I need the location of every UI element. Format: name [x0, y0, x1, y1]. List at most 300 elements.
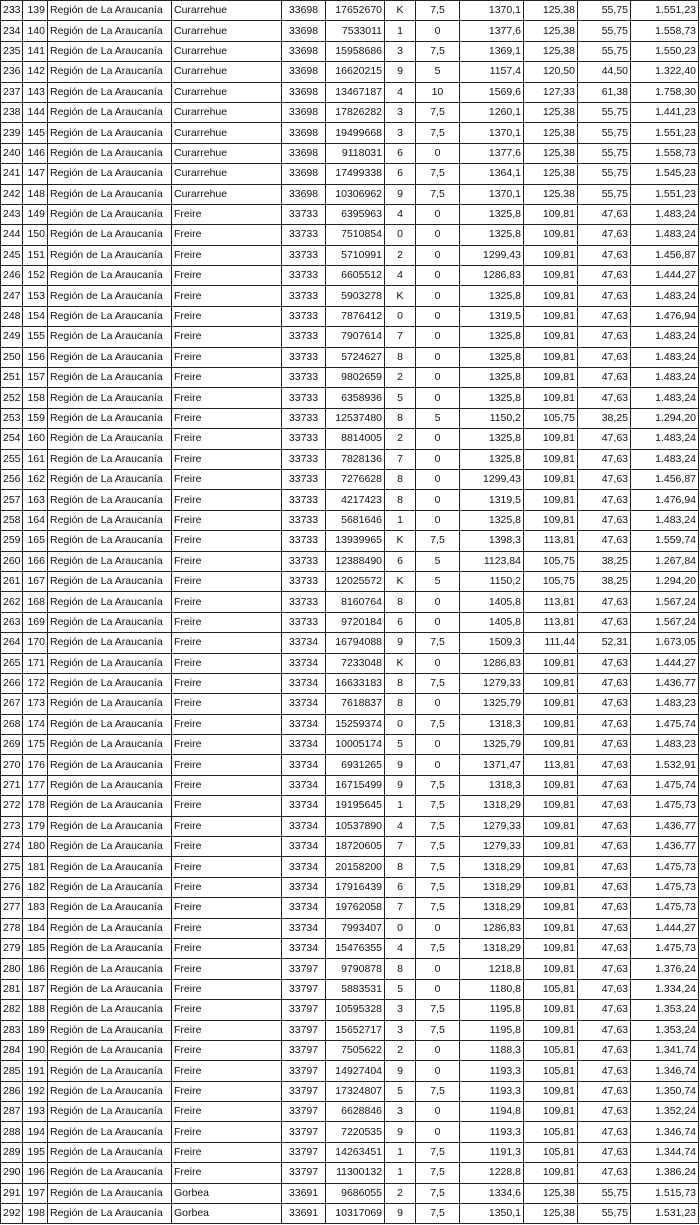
- rut-cell: 13467187: [326, 82, 385, 102]
- table-row: [1, 938, 699, 958]
- value-b-cell: 1318,29: [460, 898, 524, 918]
- total-cell: 1.483,24: [631, 347, 699, 367]
- item-number: 141: [23, 41, 48, 61]
- item-number: 156: [23, 347, 48, 367]
- value-d-cell: 47,63: [578, 755, 631, 775]
- code-cell: 33734: [282, 633, 326, 653]
- item-number: 142: [23, 62, 48, 82]
- region-cell: Región de La Araucanía: [48, 531, 172, 551]
- code-cell: 33734: [282, 857, 326, 877]
- commune-cell: Freire: [172, 592, 282, 612]
- item-number: 157: [23, 368, 48, 388]
- value-d-cell: 47,63: [578, 959, 631, 979]
- row-number: 250: [1, 347, 23, 367]
- commune-cell: Freire: [172, 857, 282, 877]
- value-d-cell: 38,25: [578, 551, 631, 571]
- item-number: 150: [23, 225, 48, 245]
- value-d-cell: 55,75: [578, 102, 631, 122]
- check-digit-cell: 9: [385, 184, 416, 204]
- total-cell: 1.550,23: [631, 41, 699, 61]
- row-number: 245: [1, 245, 23, 265]
- value-a-cell: 7,5: [416, 1020, 460, 1040]
- rut-cell: 6931265: [326, 755, 385, 775]
- value-a-cell: 7,5: [416, 1000, 460, 1020]
- value-a-cell: 7,5: [416, 837, 460, 857]
- total-cell: 1.483,24: [631, 388, 699, 408]
- row-number: 268: [1, 714, 23, 734]
- region-cell: Región de La Araucanía: [48, 592, 172, 612]
- item-number: 148: [23, 184, 48, 204]
- value-b-cell: 1279,33: [460, 673, 524, 693]
- value-c-cell: 105,75: [524, 408, 578, 428]
- value-d-cell: 55,75: [578, 1183, 631, 1203]
- table-row: [1, 143, 699, 163]
- value-c-cell: 109,81: [524, 225, 578, 245]
- value-d-cell: 47,63: [578, 1081, 631, 1101]
- item-number: 149: [23, 204, 48, 224]
- row-number: 240: [1, 143, 23, 163]
- code-cell: 33733: [282, 490, 326, 510]
- value-d-cell: 47,63: [578, 1102, 631, 1122]
- total-cell: 1.551,23: [631, 1, 699, 21]
- value-c-cell: 105,75: [524, 571, 578, 591]
- commune-cell: Curarrehue: [172, 62, 282, 82]
- value-d-cell: 47,63: [578, 714, 631, 734]
- table-row: [1, 1000, 699, 1020]
- total-cell: 1.341,74: [631, 1040, 699, 1060]
- row-number: 252: [1, 388, 23, 408]
- check-digit-cell: 2: [385, 368, 416, 388]
- rut-cell: 14263451: [326, 1142, 385, 1162]
- value-b-cell: 1318,3: [460, 714, 524, 734]
- value-a-cell: 0: [416, 347, 460, 367]
- region-cell: Región de La Araucanía: [48, 1204, 172, 1224]
- total-cell: 1.475,73: [631, 938, 699, 958]
- code-cell: 33797: [282, 959, 326, 979]
- value-c-cell: 125,38: [524, 143, 578, 163]
- check-digit-cell: K: [385, 571, 416, 591]
- code-cell: 33733: [282, 225, 326, 245]
- region-cell: Región de La Araucanía: [48, 877, 172, 897]
- value-a-cell: 7,5: [416, 938, 460, 958]
- value-b-cell: 1325,8: [460, 388, 524, 408]
- value-b-cell: 1325,8: [460, 225, 524, 245]
- value-b-cell: 1260,1: [460, 102, 524, 122]
- item-number: 183: [23, 898, 48, 918]
- value-a-cell: 5: [416, 62, 460, 82]
- check-digit-cell: 3: [385, 102, 416, 122]
- row-number: 286: [1, 1081, 23, 1101]
- value-d-cell: 47,63: [578, 388, 631, 408]
- check-digit-cell: 5: [385, 388, 416, 408]
- item-number: 179: [23, 816, 48, 836]
- region-cell: Región de La Araucanía: [48, 1061, 172, 1081]
- value-b-cell: 1377,6: [460, 143, 524, 163]
- value-d-cell: 47,63: [578, 245, 631, 265]
- value-c-cell: 109,81: [524, 204, 578, 224]
- rut-cell: 19195645: [326, 796, 385, 816]
- rut-cell: 14927404: [326, 1061, 385, 1081]
- rut-cell: 7907614: [326, 327, 385, 347]
- table-row: [1, 775, 699, 795]
- value-b-cell: 1334,6: [460, 1183, 524, 1203]
- rut-cell: 6628846: [326, 1102, 385, 1122]
- commune-cell: Freire: [172, 694, 282, 714]
- value-d-cell: 55,75: [578, 21, 631, 41]
- row-number: 258: [1, 510, 23, 530]
- value-d-cell: 44,50: [578, 62, 631, 82]
- value-a-cell: 7,5: [416, 1204, 460, 1224]
- item-number: 169: [23, 612, 48, 632]
- value-a-cell: 0: [416, 592, 460, 612]
- value-c-cell: 120,50: [524, 62, 578, 82]
- value-d-cell: 47,63: [578, 979, 631, 999]
- value-a-cell: 7,5: [416, 816, 460, 836]
- table-row: [1, 164, 699, 184]
- row-number: 241: [1, 164, 23, 184]
- check-digit-cell: 1: [385, 1142, 416, 1162]
- row-number: 284: [1, 1040, 23, 1060]
- code-cell: 33733: [282, 286, 326, 306]
- table-row: [1, 82, 699, 102]
- value-b-cell: 1123,84: [460, 551, 524, 571]
- table-row: [1, 592, 699, 612]
- commune-cell: Freire: [172, 347, 282, 367]
- value-b-cell: 1325,8: [460, 368, 524, 388]
- table-row: [1, 673, 699, 693]
- value-d-cell: 55,75: [578, 123, 631, 143]
- code-cell: 33698: [282, 143, 326, 163]
- check-digit-cell: K: [385, 286, 416, 306]
- item-number: 160: [23, 429, 48, 449]
- check-digit-cell: 8: [385, 673, 416, 693]
- code-cell: 33734: [282, 755, 326, 775]
- code-cell: 33733: [282, 469, 326, 489]
- total-cell: 1.673,05: [631, 633, 699, 653]
- check-digit-cell: 3: [385, 1102, 416, 1122]
- region-cell: Región de La Araucanía: [48, 184, 172, 204]
- value-b-cell: 1350,1: [460, 1204, 524, 1224]
- value-a-cell: 0: [416, 1061, 460, 1081]
- value-a-cell: 7,5: [416, 184, 460, 204]
- region-cell: Región de La Araucanía: [48, 123, 172, 143]
- table-row: [1, 123, 699, 143]
- value-c-cell: 109,81: [524, 1163, 578, 1183]
- rut-cell: 7233048: [326, 653, 385, 673]
- value-a-cell: 7,5: [416, 898, 460, 918]
- table-row: [1, 368, 699, 388]
- value-a-cell: 7,5: [416, 123, 460, 143]
- rut-cell: 17826282: [326, 102, 385, 122]
- value-b-cell: 1319,5: [460, 490, 524, 510]
- table-row: [1, 571, 699, 591]
- table-row: [1, 816, 699, 836]
- value-c-cell: 105,81: [524, 1061, 578, 1081]
- table-row: [1, 898, 699, 918]
- table-row: [1, 245, 699, 265]
- table-row: [1, 469, 699, 489]
- region-cell: Región de La Araucanía: [48, 979, 172, 999]
- check-digit-cell: 1: [385, 1163, 416, 1183]
- total-cell: 1.436,77: [631, 816, 699, 836]
- total-cell: 1.444,27: [631, 266, 699, 286]
- value-b-cell: 1325,8: [460, 204, 524, 224]
- table-row: [1, 429, 699, 449]
- rut-cell: 10005174: [326, 735, 385, 755]
- total-cell: 1.346,74: [631, 1061, 699, 1081]
- row-number: 273: [1, 816, 23, 836]
- total-cell: 1.559,74: [631, 531, 699, 551]
- region-cell: Región de La Araucanía: [48, 1081, 172, 1101]
- rut-cell: 9686055: [326, 1183, 385, 1203]
- region-cell: Región de La Araucanía: [48, 633, 172, 653]
- commune-cell: Curarrehue: [172, 102, 282, 122]
- item-number: 154: [23, 306, 48, 326]
- value-d-cell: 47,63: [578, 1061, 631, 1081]
- rut-cell: 9118031: [326, 143, 385, 163]
- check-digit-cell: 2: [385, 245, 416, 265]
- rut-cell: 8160764: [326, 592, 385, 612]
- region-cell: Región de La Araucanía: [48, 1122, 172, 1142]
- rut-cell: 9790878: [326, 959, 385, 979]
- value-b-cell: 1299,43: [460, 469, 524, 489]
- item-number: 175: [23, 735, 48, 755]
- value-a-cell: 0: [416, 959, 460, 979]
- value-d-cell: 47,63: [578, 857, 631, 877]
- table-row: [1, 694, 699, 714]
- code-cell: 33734: [282, 714, 326, 734]
- value-c-cell: 109,81: [524, 918, 578, 938]
- total-cell: 1.267,84: [631, 551, 699, 571]
- region-cell: Región de La Araucanía: [48, 102, 172, 122]
- table-row: [1, 1122, 699, 1142]
- check-digit-cell: 9: [385, 1061, 416, 1081]
- value-c-cell: 111,44: [524, 633, 578, 653]
- value-b-cell: 1286,83: [460, 918, 524, 938]
- value-a-cell: 0: [416, 21, 460, 41]
- region-cell: Región de La Araucanía: [48, 918, 172, 938]
- value-a-cell: 0: [416, 1040, 460, 1060]
- commune-cell: Freire: [172, 429, 282, 449]
- rut-cell: 12388490: [326, 551, 385, 571]
- value-a-cell: 7,5: [416, 1, 460, 21]
- value-c-cell: 113,81: [524, 612, 578, 632]
- total-cell: 1.551,23: [631, 123, 699, 143]
- item-number: 195: [23, 1142, 48, 1162]
- value-d-cell: 47,63: [578, 266, 631, 286]
- code-cell: 33733: [282, 510, 326, 530]
- code-cell: 33733: [282, 449, 326, 469]
- commune-cell: Gorbea: [172, 1183, 282, 1203]
- value-c-cell: 109,81: [524, 1102, 578, 1122]
- commune-cell: Curarrehue: [172, 41, 282, 61]
- value-b-cell: 1286,83: [460, 653, 524, 673]
- value-a-cell: 0: [416, 306, 460, 326]
- commune-cell: Freire: [172, 673, 282, 693]
- commune-cell: Freire: [172, 1061, 282, 1081]
- value-c-cell: 109,81: [524, 490, 578, 510]
- value-b-cell: 1195,8: [460, 1020, 524, 1040]
- value-d-cell: 47,63: [578, 735, 631, 755]
- commune-cell: Freire: [172, 204, 282, 224]
- table-row: [1, 551, 699, 571]
- commune-cell: Freire: [172, 612, 282, 632]
- table-row: [1, 1102, 699, 1122]
- value-b-cell: 1157,4: [460, 62, 524, 82]
- item-number: 194: [23, 1122, 48, 1142]
- value-b-cell: 1509,3: [460, 633, 524, 653]
- rut-cell: 6605512: [326, 266, 385, 286]
- code-cell: 33797: [282, 1163, 326, 1183]
- row-number: 266: [1, 673, 23, 693]
- total-cell: 1.344,74: [631, 1142, 699, 1162]
- commune-cell: Freire: [172, 1040, 282, 1060]
- check-digit-cell: 2: [385, 429, 416, 449]
- rut-cell: 10537890: [326, 816, 385, 836]
- value-a-cell: 0: [416, 266, 460, 286]
- value-a-cell: 0: [416, 653, 460, 673]
- row-number: 247: [1, 286, 23, 306]
- commune-cell: Freire: [172, 266, 282, 286]
- value-a-cell: 0: [416, 286, 460, 306]
- value-a-cell: 0: [416, 245, 460, 265]
- check-digit-cell: 7: [385, 327, 416, 347]
- value-b-cell: 1325,79: [460, 694, 524, 714]
- value-d-cell: 47,63: [578, 1142, 631, 1162]
- region-cell: Región de La Araucanía: [48, 1102, 172, 1122]
- value-b-cell: 1228,8: [460, 1163, 524, 1183]
- rut-cell: 19499668: [326, 123, 385, 143]
- value-c-cell: 109,81: [524, 469, 578, 489]
- commune-cell: Freire: [172, 449, 282, 469]
- commune-cell: Freire: [172, 388, 282, 408]
- value-b-cell: 1369,1: [460, 41, 524, 61]
- value-d-cell: 47,63: [578, 531, 631, 551]
- item-number: 177: [23, 775, 48, 795]
- commune-cell: Curarrehue: [172, 21, 282, 41]
- code-cell: 33797: [282, 1040, 326, 1060]
- value-b-cell: 1371,47: [460, 755, 524, 775]
- value-a-cell: 7,5: [416, 1183, 460, 1203]
- code-cell: 33733: [282, 592, 326, 612]
- table-row: [1, 266, 699, 286]
- value-d-cell: 47,63: [578, 918, 631, 938]
- commune-cell: Freire: [172, 653, 282, 673]
- check-digit-cell: 4: [385, 82, 416, 102]
- code-cell: 33797: [282, 1000, 326, 1020]
- total-cell: 1.483,24: [631, 327, 699, 347]
- value-a-cell: 7,5: [416, 633, 460, 653]
- value-a-cell: 0: [416, 694, 460, 714]
- rut-cell: 16715499: [326, 775, 385, 795]
- table-row: [1, 204, 699, 224]
- value-d-cell: 47,63: [578, 612, 631, 632]
- value-d-cell: 47,63: [578, 368, 631, 388]
- code-cell: 33733: [282, 368, 326, 388]
- row-number: 235: [1, 41, 23, 61]
- value-b-cell: 1180,8: [460, 979, 524, 999]
- row-number: 251: [1, 368, 23, 388]
- rut-cell: 12537480: [326, 408, 385, 428]
- row-number: 275: [1, 857, 23, 877]
- value-c-cell: 109,81: [524, 735, 578, 755]
- row-number: 274: [1, 837, 23, 857]
- commune-cell: Freire: [172, 1000, 282, 1020]
- rut-cell: 7510854: [326, 225, 385, 245]
- check-digit-cell: 8: [385, 592, 416, 612]
- item-number: 176: [23, 755, 48, 775]
- value-c-cell: 109,81: [524, 388, 578, 408]
- item-number: 185: [23, 938, 48, 958]
- table-row: [1, 837, 699, 857]
- value-c-cell: 109,81: [524, 714, 578, 734]
- region-cell: Región de La Araucanía: [48, 204, 172, 224]
- code-cell: 33698: [282, 184, 326, 204]
- value-b-cell: 1194,8: [460, 1102, 524, 1122]
- value-d-cell: 38,25: [578, 571, 631, 591]
- item-number: 184: [23, 918, 48, 938]
- value-d-cell: 47,63: [578, 429, 631, 449]
- rut-cell: 9720184: [326, 612, 385, 632]
- check-digit-cell: 3: [385, 41, 416, 61]
- code-cell: 33733: [282, 388, 326, 408]
- table-row: [1, 979, 699, 999]
- commune-cell: Freire: [172, 633, 282, 653]
- value-c-cell: 109,81: [524, 694, 578, 714]
- region-cell: Región de La Araucanía: [48, 266, 172, 286]
- total-cell: 1.334,24: [631, 979, 699, 999]
- commune-cell: Freire: [172, 1081, 282, 1101]
- commune-cell: Freire: [172, 286, 282, 306]
- value-d-cell: 47,63: [578, 449, 631, 469]
- item-number: 191: [23, 1061, 48, 1081]
- item-number: 163: [23, 490, 48, 510]
- commune-cell: Freire: [172, 1142, 282, 1162]
- value-c-cell: 109,81: [524, 286, 578, 306]
- value-c-cell: 125,38: [524, 1204, 578, 1224]
- region-cell: Región de La Araucanía: [48, 327, 172, 347]
- check-digit-cell: 4: [385, 816, 416, 836]
- rut-cell: 15476355: [326, 938, 385, 958]
- value-b-cell: 1569,6: [460, 82, 524, 102]
- total-cell: 1.567,24: [631, 592, 699, 612]
- code-cell: 33734: [282, 816, 326, 836]
- value-b-cell: 1286,83: [460, 266, 524, 286]
- total-cell: 1.475,74: [631, 714, 699, 734]
- value-b-cell: 1370,1: [460, 123, 524, 143]
- value-c-cell: 105,81: [524, 979, 578, 999]
- value-a-cell: 0: [416, 510, 460, 530]
- total-cell: 1.475,73: [631, 796, 699, 816]
- value-d-cell: 47,63: [578, 1000, 631, 1020]
- region-cell: Región de La Araucanía: [48, 245, 172, 265]
- total-cell: 1.483,24: [631, 368, 699, 388]
- value-d-cell: 47,63: [578, 837, 631, 857]
- row-number: 246: [1, 266, 23, 286]
- value-c-cell: 109,81: [524, 1000, 578, 1020]
- check-digit-cell: 6: [385, 612, 416, 632]
- total-cell: 1.483,24: [631, 429, 699, 449]
- check-digit-cell: 1: [385, 796, 416, 816]
- region-cell: Región de La Araucanía: [48, 1020, 172, 1040]
- region-cell: Región de La Araucanía: [48, 490, 172, 510]
- rut-cell: 12025572: [326, 571, 385, 591]
- row-number: 259: [1, 531, 23, 551]
- region-cell: Región de La Araucanía: [48, 1142, 172, 1162]
- row-number: 292: [1, 1204, 23, 1224]
- item-number: 198: [23, 1204, 48, 1224]
- value-b-cell: 1325,8: [460, 429, 524, 449]
